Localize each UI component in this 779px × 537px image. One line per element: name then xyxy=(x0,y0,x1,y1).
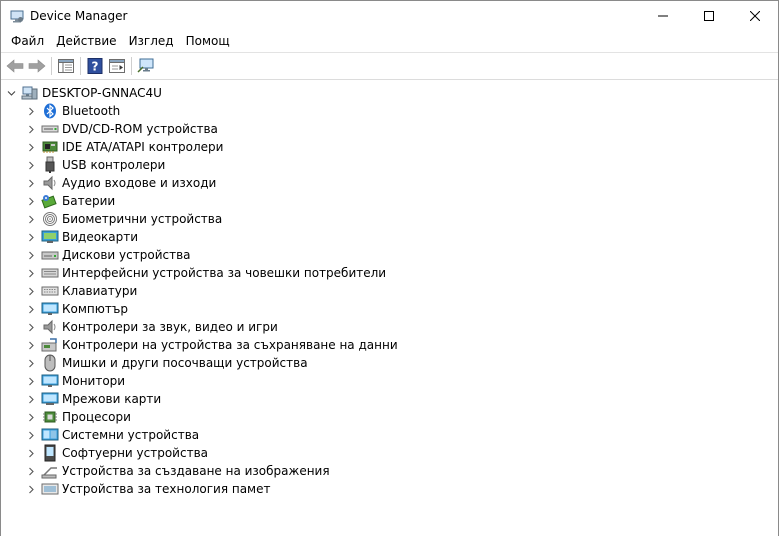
mouse-icon xyxy=(41,354,59,372)
tree-item-label: Мишки и други посочващи устройства xyxy=(62,356,308,370)
tree-item-label: Устройства за създаване на изображения xyxy=(62,464,330,478)
expand-chevron-icon[interactable] xyxy=(25,228,37,246)
tree-item-label: Софтуерни устройства xyxy=(62,446,208,460)
processor-icon xyxy=(41,408,59,426)
forward-button[interactable] xyxy=(26,55,48,77)
tree-item-mouse[interactable] xyxy=(25,354,308,372)
svg-text:?: ? xyxy=(91,59,99,74)
bluetooth-icon xyxy=(41,102,59,120)
tree-item-label: Контролери за звук, видео и игри xyxy=(62,320,278,334)
tree-item-label: Интерфейсни устройства за човешки потребители xyxy=(62,266,387,280)
collapse-chevron-icon[interactable] xyxy=(5,84,17,102)
tree-item-label: Аудио входове и изходи xyxy=(62,176,217,190)
action-pane-icon xyxy=(109,59,125,73)
hid-icon xyxy=(41,264,59,282)
imaging-device-icon xyxy=(41,462,59,480)
computer-icon xyxy=(41,300,59,318)
ide-controller-icon xyxy=(41,138,59,156)
tree-item-label: Биометрични устройства xyxy=(62,212,223,226)
disk-drive-icon xyxy=(41,246,59,264)
expand-chevron-icon[interactable] xyxy=(25,390,37,408)
tree-item-label: Процесори xyxy=(62,410,131,424)
display-adapter-icon xyxy=(41,228,59,246)
tree-item-battery[interactable] xyxy=(25,192,115,210)
expand-chevron-icon[interactable] xyxy=(25,336,37,354)
back-button[interactable] xyxy=(4,55,26,77)
toolbar-separator xyxy=(131,57,132,75)
storage-controller-icon xyxy=(41,336,59,354)
tree-item-ide-controller[interactable] xyxy=(25,138,223,156)
tree-item-computer[interactable] xyxy=(25,300,128,318)
tree-item-monitor[interactable] xyxy=(25,372,125,390)
tree-item-label: Клавиатури xyxy=(62,284,138,298)
expand-chevron-icon[interactable] xyxy=(25,354,37,372)
minimize-icon xyxy=(658,11,668,21)
tree-item-label: Монитори xyxy=(62,374,126,388)
window-controls xyxy=(640,1,778,30)
expand-chevron-icon[interactable] xyxy=(25,426,37,444)
expand-chevron-icon[interactable] xyxy=(25,462,37,480)
close-icon xyxy=(750,11,760,21)
tree-item-label: Компютър xyxy=(62,302,128,316)
tree-item-display-adapter[interactable] xyxy=(25,228,138,246)
tree-item-speaker[interactable] xyxy=(25,174,216,192)
title-bar[interactable] xyxy=(1,1,778,30)
expand-chevron-icon[interactable] xyxy=(25,192,37,210)
expand-chevron-icon[interactable] xyxy=(25,480,37,498)
tree-item-label: Системни устройства xyxy=(62,428,200,442)
menu-help[interactable]: Помощ xyxy=(185,34,230,48)
tree-item-bluetooth[interactable] xyxy=(25,102,120,120)
expand-chevron-icon[interactable] xyxy=(25,246,37,264)
tree-item-keyboard[interactable] xyxy=(25,282,137,300)
tree-item-hid[interactable] xyxy=(25,264,386,282)
back-arrow-icon xyxy=(6,59,24,73)
expand-chevron-icon[interactable] xyxy=(25,102,37,120)
tree-item-label: USB контролери xyxy=(62,158,166,172)
scan-hardware-changes-button[interactable] xyxy=(135,55,157,77)
tree-item-label: Батерии xyxy=(62,194,116,208)
expand-chevron-icon[interactable] xyxy=(25,318,37,336)
expand-chevron-icon[interactable] xyxy=(25,174,37,192)
tree-root-label: DESKTOP-GNNAC4U xyxy=(42,86,162,100)
menu-file[interactable]: Файл xyxy=(11,34,45,48)
tree-item-label: Мрежови карти xyxy=(62,392,162,406)
show-hide-console-tree-button[interactable] xyxy=(55,55,77,77)
tree-item-storage-controller[interactable] xyxy=(25,336,398,354)
memory-technology-icon xyxy=(41,480,59,498)
expand-chevron-icon[interactable] xyxy=(25,372,37,390)
tree-item-processor[interactable] xyxy=(25,408,131,426)
usb-icon xyxy=(41,156,59,174)
forward-arrow-icon xyxy=(28,59,46,73)
expand-chevron-icon[interactable] xyxy=(25,300,37,318)
toolbar-separator xyxy=(51,57,52,75)
tree-item-label: Bluetooth xyxy=(62,104,121,118)
expand-chevron-icon[interactable] xyxy=(25,120,37,138)
tree-item-software-device[interactable] xyxy=(25,444,208,462)
maximize-icon xyxy=(704,11,714,21)
window-title: Device Manager xyxy=(30,8,128,23)
scan-monitor-icon xyxy=(137,58,155,74)
tree-item-dvd-drive[interactable] xyxy=(25,120,218,138)
keyboard-icon xyxy=(41,282,59,300)
expand-chevron-icon[interactable] xyxy=(25,408,37,426)
menu-bar xyxy=(1,30,778,52)
tree-item-label: Видеокарти xyxy=(62,230,139,244)
close-button[interactable] xyxy=(732,1,778,30)
sound-icon xyxy=(41,318,59,336)
speaker-icon xyxy=(41,174,59,192)
properties-view-button[interactable] xyxy=(106,55,128,77)
tree-item-label: Дискови устройства xyxy=(62,248,191,262)
dvd-drive-icon xyxy=(41,120,59,138)
tree-item-network-adapter[interactable] xyxy=(25,390,161,408)
console-tree-icon xyxy=(58,59,74,73)
expand-chevron-icon[interactable] xyxy=(25,444,37,462)
menu-action[interactable]: Действие xyxy=(56,34,117,48)
tree-item-sound[interactable] xyxy=(25,318,278,336)
help-button[interactable] xyxy=(84,55,106,77)
system-device-icon xyxy=(41,426,59,444)
tree-item-disk-drive[interactable] xyxy=(25,246,191,264)
expand-chevron-icon[interactable] xyxy=(25,264,37,282)
monitor-icon xyxy=(41,372,59,390)
expand-chevron-icon[interactable] xyxy=(25,156,37,174)
tree-item-imaging-device[interactable] xyxy=(25,462,330,480)
tree-item-fingerprint[interactable] xyxy=(25,210,222,228)
device-tree xyxy=(1,81,778,536)
device-manager-app-icon xyxy=(9,8,25,24)
network-adapter-icon xyxy=(41,390,59,408)
tree-root-computer[interactable] xyxy=(5,84,162,102)
maximize-button[interactable] xyxy=(686,1,732,30)
expand-chevron-icon[interactable] xyxy=(25,282,37,300)
minimize-button[interactable] xyxy=(640,1,686,30)
battery-icon xyxy=(41,192,59,210)
toolbar-separator xyxy=(80,57,81,75)
expand-chevron-icon[interactable] xyxy=(25,210,37,228)
expand-chevron-icon[interactable] xyxy=(25,138,37,156)
tree-item-usb[interactable] xyxy=(25,156,165,174)
toolbar xyxy=(1,52,778,80)
computer-root-icon xyxy=(21,84,39,102)
tree-item-label: IDE ATA/ATAPI контролери xyxy=(62,140,224,154)
tree-item-system-device[interactable] xyxy=(25,426,199,444)
software-device-icon xyxy=(41,444,59,462)
tree-item-label: Устройства за технология памет xyxy=(62,482,271,496)
menu-view[interactable]: Изглед xyxy=(128,34,174,48)
tree-item-memory-technology[interactable] xyxy=(25,480,270,498)
tree-item-label: Контролери на устройства за съхраняване на данни xyxy=(62,338,398,352)
tree-item-label: DVD/CD-ROM устройства xyxy=(62,122,218,136)
help-icon xyxy=(87,58,103,74)
fingerprint-icon xyxy=(41,210,59,228)
